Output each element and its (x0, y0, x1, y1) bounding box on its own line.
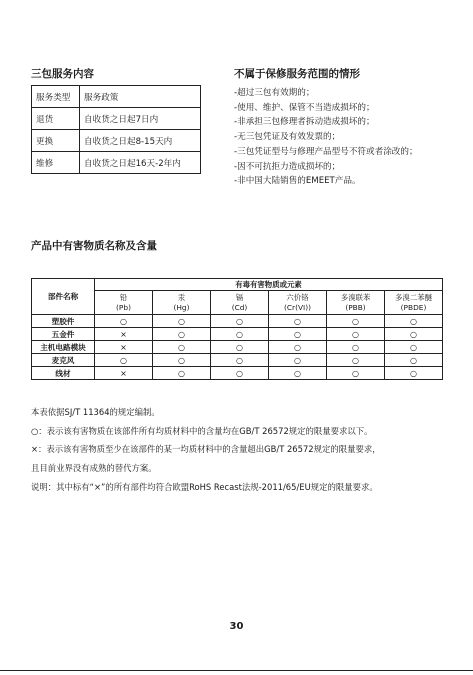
notes (31, 403, 381, 497)
service-table (31, 85, 201, 174)
service-row (32, 152, 201, 174)
substance-mark-cell: ○ (327, 367, 385, 380)
substance-mark-cell: ○ (269, 367, 327, 380)
substance-header (385, 291, 443, 315)
substance-symbol: (Pb) (116, 302, 131, 312)
substance-symbol: (PBDE) (400, 302, 427, 312)
note-line: 本表依据SJ/T 11364的规定编制。 (31, 407, 160, 417)
substance-mark-cell: × (95, 367, 153, 380)
exclusions-list (234, 86, 418, 189)
exclusion-item: -三包凭证型号与修理产品型号不符或者涂改的； (234, 146, 418, 157)
service-row (32, 130, 201, 152)
service-policy-cell: 自收货之日起8-15天内 (80, 130, 201, 152)
service-policy-cell: 自收货之日起16天-2年内 (80, 152, 201, 174)
service-policy-cell: 自收货之日起7日内 (80, 108, 201, 130)
substance-mark-cell: ○ (385, 341, 443, 354)
exclusion-item: -使用、维护、保管不当造成损坏的； (234, 102, 375, 113)
service-row (32, 86, 201, 108)
substance-name: 六价铬 (286, 292, 309, 302)
service-row (32, 108, 201, 130)
part-name-cell: 塑胶件 (32, 315, 95, 328)
hazard-table (31, 278, 443, 380)
substance-mark-cell: ○ (385, 315, 443, 328)
hazard-header-row (32, 279, 443, 291)
substance-header (327, 291, 385, 315)
exclusion-item: -非承担三包修理者拆动造成损坏的； (234, 117, 375, 128)
part-name-cell: 线材 (32, 367, 95, 380)
substance-mark-cell: ○ (153, 367, 211, 380)
hazard-row (32, 354, 443, 367)
substance-mark-cell: ○ (269, 328, 327, 341)
hazard-row (32, 328, 443, 341)
substance-mark-cell: ○ (95, 315, 153, 328)
exclusion-item: -无三包凭证及有效发票的； (234, 132, 341, 143)
service-policy-cell: 服务政策 (80, 86, 201, 108)
substance-mark-cell: ○ (385, 367, 443, 380)
hazard-title: 产品中有害物质名称及含量 (31, 240, 157, 252)
exclusions-title: 不属于保修服务范围的情形 (234, 68, 360, 80)
part-name-cell: 五金件 (32, 328, 95, 341)
substance-header (269, 291, 327, 315)
substance-mark-cell: ○ (385, 328, 443, 341)
substance-mark-cell: ○ (211, 328, 269, 341)
part-name-cell: 主机电路模块 (32, 341, 95, 354)
hazard-row (32, 315, 443, 328)
substance-mark-cell: ○ (269, 354, 327, 367)
substance-name: 镉 (235, 292, 244, 302)
substance-name: 多溴二苯醚 (395, 292, 432, 302)
substance-name: 多溴联苯 (340, 292, 371, 302)
substance-mark-cell: ○ (327, 354, 385, 367)
substance-mark-cell: ○ (269, 341, 327, 354)
bottom-rule (0, 670, 473, 671)
substance-mark-cell: ○ (211, 367, 269, 380)
page-number: 30 (229, 621, 244, 632)
substance-mark-cell: ○ (327, 328, 385, 341)
note-line: ○：表示该有害物质在该部件所有均质材料中的含量均在GB/T 26572规定的限量要求以下。 (31, 425, 373, 436)
note-line: ×：表示该有害物质至少在该部件的某一均质材料中的含量超出GB/T 26572规定的限量要求， (31, 444, 381, 455)
substance-mark-cell: ○ (327, 315, 385, 328)
substance-symbol: (PBB) (345, 302, 366, 312)
part-name-header: 部件名称 (32, 279, 95, 315)
substance-mark-cell: ○ (385, 354, 443, 367)
substance-mark-cell: ○ (153, 354, 211, 367)
substance-header (95, 291, 153, 315)
substance-name: 汞 (177, 292, 186, 302)
substance-mark-cell: ○ (211, 341, 269, 354)
substance-mark-cell: ○ (211, 315, 269, 328)
substance-header (211, 291, 269, 315)
substance-symbol: (Cr(VI)) (284, 302, 311, 312)
service-title: 三包服务内容 (31, 68, 94, 80)
part-name-cell: 麦克风 (32, 354, 95, 367)
service-type-cell: 退货 (32, 108, 80, 130)
substance-symbol: (Hg) (173, 302, 190, 312)
substance-group-header: 有毒有害物质或元素 (95, 279, 443, 291)
substance-mark-cell: ○ (269, 315, 327, 328)
substance-mark-cell: ○ (153, 315, 211, 328)
substance-symbol: (Cd) (231, 302, 248, 312)
exclusion-item: -超过三包有效期的； (234, 88, 315, 98)
substance-mark-cell: ○ (153, 328, 211, 341)
substance-mark-cell: ○ (211, 354, 269, 367)
substance-name: 铅 (119, 292, 128, 302)
substance-mark-cell: ○ (95, 354, 153, 367)
substance-header (153, 291, 211, 315)
substance-mark-cell: ○ (153, 341, 211, 354)
service-type-cell: 服务类型 (32, 86, 80, 108)
substance-mark-cell: × (95, 328, 153, 341)
substance-mark-cell: × (95, 341, 153, 354)
service-type-cell: 更换 (32, 130, 80, 152)
hazard-row (32, 341, 443, 354)
substance-mark-cell: ○ (327, 341, 385, 354)
service-type-cell: 维修 (32, 152, 80, 174)
exclusion-item: -非中国大陆销售的EMEET产品。 (234, 176, 361, 187)
note-line: 且目前业界没有成熟的替代方案。 (31, 463, 157, 474)
exclusion-item: -因不可抗拒力造成损坏的； (234, 161, 341, 172)
hazard-row (32, 367, 443, 380)
note-line: 说明：其中标有“×”的所有部件均符合欧盟RoHS Recast法规-2011/65/EU规定的限量要求。 (31, 481, 378, 492)
